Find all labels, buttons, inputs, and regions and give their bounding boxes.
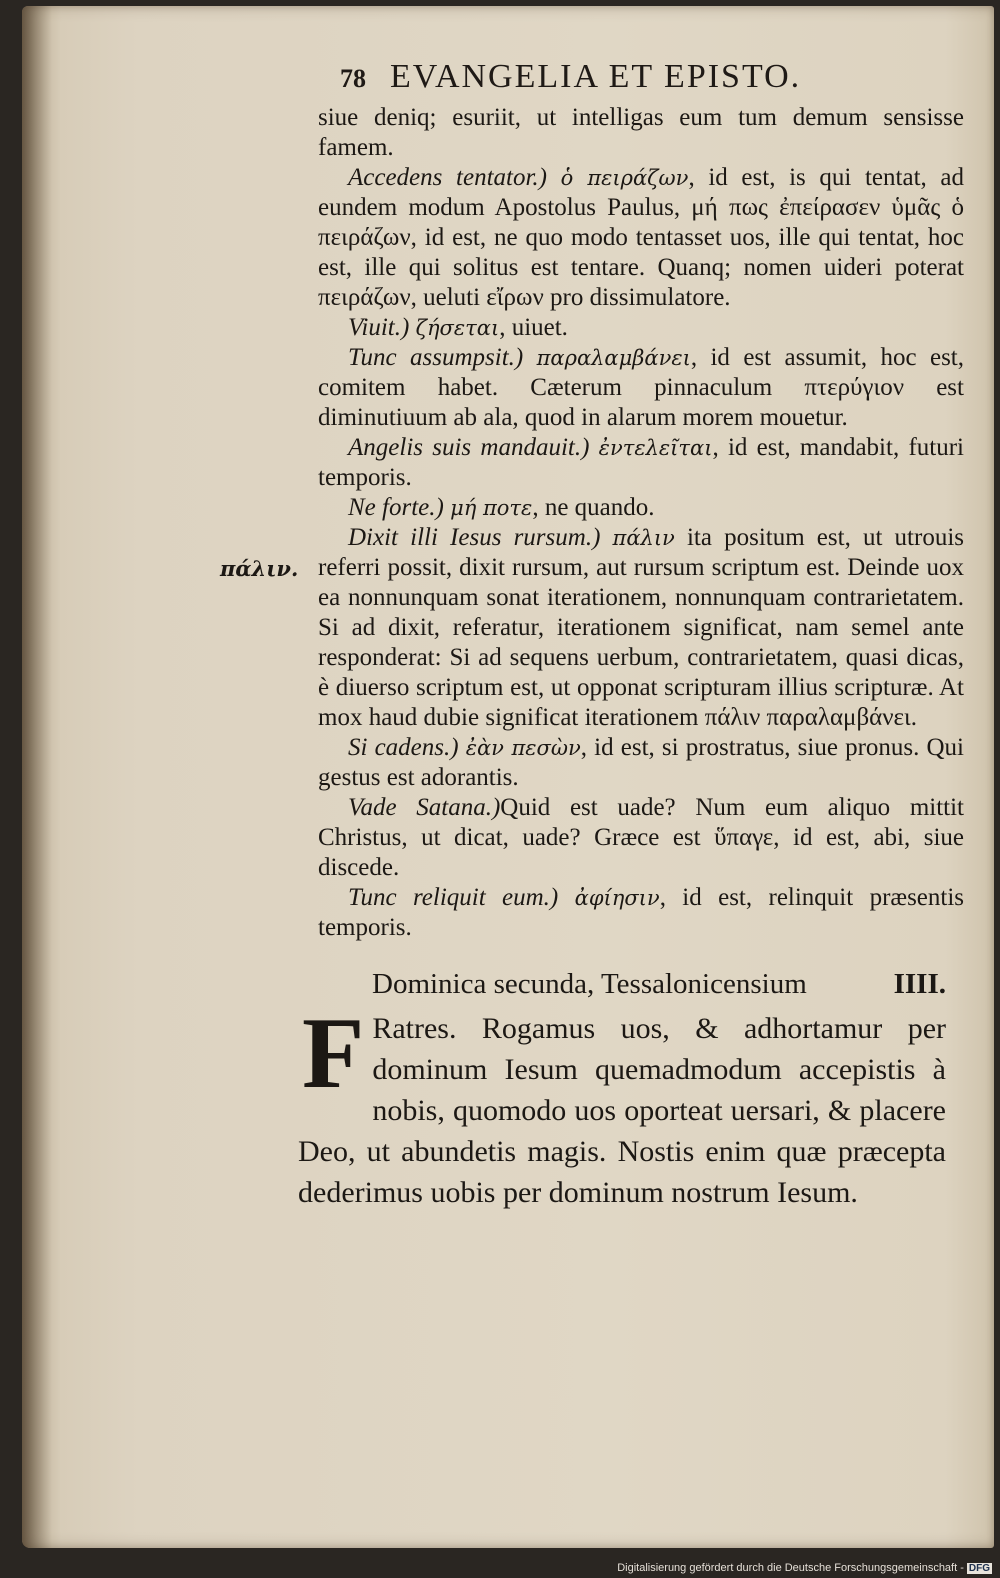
dfg-logo: DFG [968, 1563, 990, 1574]
footer-text: Digitalisierung gefördert durch die Deutsche Forschungsgemeinschaft - [617, 1562, 964, 1574]
paragraph-text: , id est, is qui tentat, ad eundem modum Apostolus Paulus, μή πως ἐπείρασεν ὑμᾶς ὁ πειράζων, id est, ne quo modo tentasset uos, ille qui tentat, hoc est, ille qui solitus est tentare. Quanq; nomen uideri poterat πειράζων, ueluti εἴρων pro dissimulatore. [318, 164, 964, 311]
greek-term: ὁ πειράζων [560, 166, 689, 190]
paragraph [318, 733, 964, 793]
paragraph-text: , id est, relinquit præsentis temporis. [318, 884, 965, 941]
greek-term: ἀφίησιν [574, 886, 660, 910]
paragraph-text: , id est, mandabit, futuri temporis. [318, 434, 964, 491]
gutter-shadow [22, 6, 52, 1548]
chapter-number: IIII. [893, 968, 946, 1000]
page-header [340, 58, 920, 98]
epistle-body: Ratres. Rogamus uos, & adhortamur per dominum Iesum quemadmodum accepistis à nobis, quomodo uos oporteat uersari, & placere Deo, ut abundetis magis. Nostis enim quæ præcepta dederimus uobis per dominum nostrum Iesum. [298, 1012, 946, 1209]
paragraph [318, 523, 964, 733]
lemma: Si cadens.) [348, 734, 459, 761]
epistle-title: Dominica secunda, Tessalonicensium [372, 968, 807, 1000]
paragraph [318, 493, 964, 523]
paragraph-text: ita positum est, ut utrouis referri possit, dixit rursum, aut rursum scriptum est. Deinde uox ea nonnunquam sonat iterationem, nonnunquam contrarietatem. Si ad dixit, referatur, iterationem significat, nam semel ante responderat: Si ad sequens uerbum, contrarietatem, quasi dicas, è diuerso scriptum est, ut opponat scripturam illius scripturæ. At mox haud dubie significat iterationem πάλιν παραλαμβάνει. [318, 524, 964, 731]
paragraph [318, 163, 964, 313]
lemma: Vade Satana.) [348, 794, 501, 821]
greek-term: ζήσεται [415, 316, 500, 340]
lemma: Tunc reliquit eum.) [348, 884, 559, 911]
greek-term: πάλιν [612, 526, 675, 550]
paragraph [318, 433, 964, 493]
lemma: Tunc assumpsit.) [348, 344, 524, 371]
paragraph [318, 883, 964, 943]
lemma: Viuit.) [348, 314, 410, 341]
greek-term: παραλαμβάνει [536, 346, 691, 370]
paragraph-text: , id est, si prostratus, siue pronus. Qui gestus est adorantis. [318, 734, 965, 791]
paragraph [318, 793, 964, 883]
paragraph-text: , ne quando. [532, 494, 655, 521]
margin-note: πάλιν. [220, 556, 299, 581]
running-title: EVANGELIA ET EPISTO. [390, 58, 802, 95]
epistle-heading [372, 968, 952, 1001]
folio-number: 78 [340, 64, 366, 93]
greek-term: ἐὰν πεσὼν [465, 736, 581, 760]
commentary-text [318, 103, 964, 943]
paragraph [318, 313, 964, 343]
epistle-text [298, 997, 946, 1213]
greek-term: μή ποτε [450, 496, 533, 520]
paragraph [318, 343, 964, 433]
paragraph [318, 103, 964, 163]
paragraph-text: siue deniq; esuriit, ut intelligas eum tum demum sensisse famem. [318, 104, 964, 161]
lemma: Accedens tentator.) [348, 164, 547, 191]
lemma: Angelis suis mandauit.) [348, 434, 590, 461]
lemma: Dixit illi Iesus rursum.) [348, 524, 601, 551]
paragraph-text: Quid est uade? Num eum aliquo mittit Christus, ut dicat, uade? Græce est ὕπαγε, id est, abi, siue discede. [318, 794, 964, 881]
paragraph-text: , uiuet. [499, 314, 568, 341]
drop-cap-initial: F [302, 997, 365, 1110]
greek-term: ἐντελεῖται [598, 436, 713, 460]
digitization-footer [617, 1562, 992, 1574]
paragraph-text: , id est assumit, hoc est, comitem habet. Cæterum pinnaculum πτερύγιον est diminutiuum ab ala, quod in alarum morem mouetur. [318, 344, 964, 431]
lemma: Ne forte.) [348, 494, 444, 521]
